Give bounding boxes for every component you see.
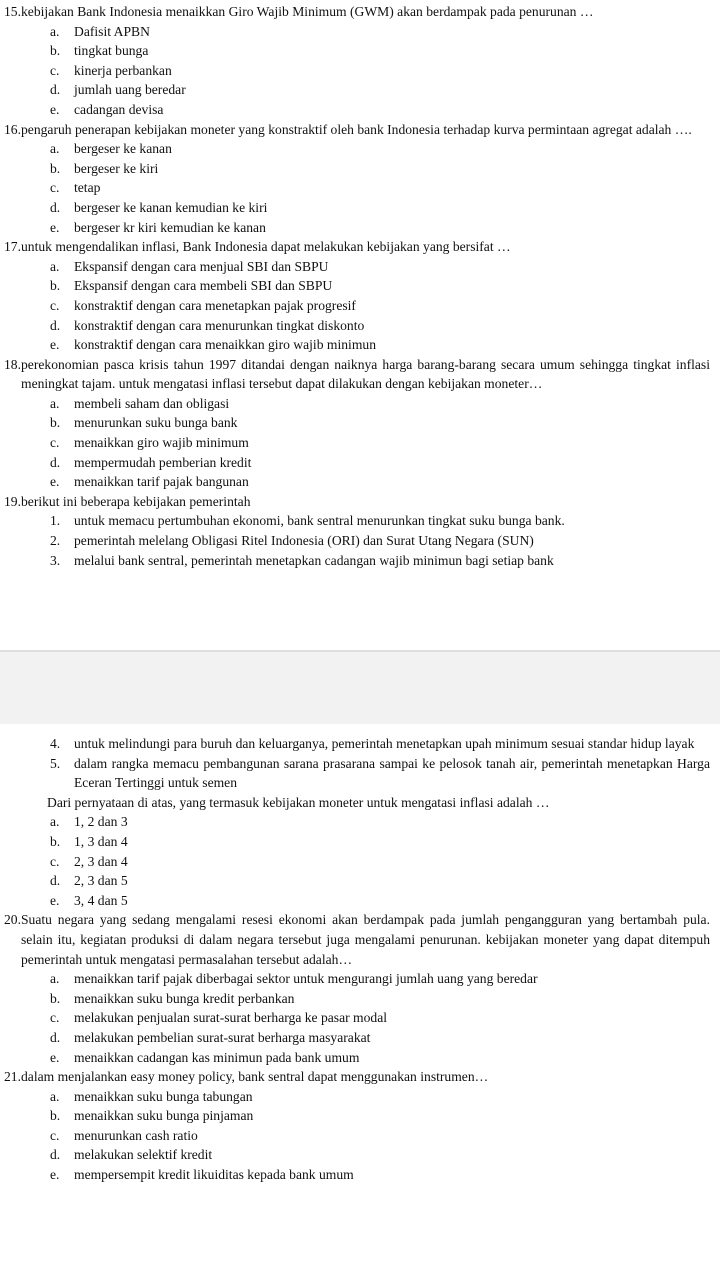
- statement-number: 2.: [50, 533, 61, 549]
- option-a: [0, 257, 720, 277]
- question-16: [0, 120, 720, 140]
- option-letter: d.: [50, 199, 61, 215]
- option-e: [0, 891, 720, 911]
- option-a: [0, 812, 720, 832]
- option-text: melakukan penjualan surat-surat berharga ke pasar modal: [74, 1010, 388, 1026]
- option-text: tetap: [74, 180, 101, 196]
- option-letter: e.: [50, 1049, 60, 1065]
- question-17: [0, 237, 720, 257]
- options-list: [0, 1087, 720, 1185]
- option-letter: c.: [50, 435, 60, 451]
- option-letter: e.: [50, 219, 60, 235]
- option-text: menurunkan cash ratio: [74, 1127, 198, 1143]
- option-letter: a.: [50, 814, 60, 830]
- option-letter: b.: [50, 833, 61, 849]
- question-text: pengaruh penerapan kebijakan moneter yang konstraktif oleh bank Indonesia terhadap kurva permintaan agregat adalah ….: [21, 121, 692, 137]
- option-e: [0, 218, 720, 238]
- option-text: menaikkan giro wajib minimum: [74, 435, 249, 451]
- question-19-followup: Dari pernyataan di atas, yang termasuk kebijakan moneter untuk mengatasi inflasi adalah …: [47, 794, 550, 810]
- page-bottom: [0, 734, 720, 1185]
- option-letter: d.: [50, 317, 61, 333]
- option-text: 2, 3 dan 5: [74, 873, 128, 889]
- option-e: [0, 1165, 720, 1185]
- statements-list: [0, 734, 720, 793]
- question-number: 16.: [4, 121, 21, 137]
- option-c: [0, 1126, 720, 1146]
- option-text: menaikkan suku bunga tabungan: [74, 1088, 253, 1104]
- option-letter: c.: [50, 62, 60, 78]
- option-letter: d.: [50, 873, 61, 889]
- option-text: kinerja perbankan: [74, 62, 172, 78]
- question-text: Suatu negara yang sedang mengalami resesi ekonomi akan berdampak pada jumlah pengangguran yang bertambah pula. selain itu, kegiatan produksi di dalam negara tersebut juga mengalami penurunan. kebijakan moneter yang dapat ditempuh pemerintah untuk mengatasi permasalahan tersebut adalah…: [21, 912, 710, 967]
- option-a: [0, 394, 720, 414]
- statement-text: dalam rangka memacu pembangunan sarana prasarana sampai ke pelosok tanah air, pemerintah menetapkan Harga Eceran Tertinggi untuk semen: [74, 755, 710, 791]
- question-15: [0, 2, 720, 22]
- statement-number: 5.: [50, 755, 61, 771]
- statement-2: [0, 531, 720, 551]
- question-number: 15.: [4, 4, 21, 19]
- option-c: [0, 1008, 720, 1028]
- question-number: 19.: [4, 493, 21, 509]
- option-letter: c.: [50, 1010, 60, 1026]
- option-letter: b.: [50, 1108, 61, 1124]
- option-text: membeli saham dan obligasi: [74, 395, 230, 411]
- option-e: [0, 472, 720, 492]
- option-letter: e.: [50, 892, 60, 908]
- option-text: 2, 3 dan 4: [74, 853, 128, 869]
- option-a: [0, 22, 720, 42]
- question-21: [0, 1067, 720, 1087]
- option-letter: b.: [50, 990, 61, 1006]
- question-number: 20.: [4, 912, 21, 928]
- option-text: 3, 4 dan 5: [74, 892, 128, 908]
- statement-1: [0, 511, 720, 531]
- option-text: 1, 3 dan 4: [74, 833, 128, 849]
- question-text: perekonomian pasca krisis tahun 1997 ditandai dengan naiknya harga barang-barang secara umum sehingga tingkat inflasi meningkat tajam. untuk mengatasi inflasi tersebut dapat dilakukan dengan kebijakan moneter…: [21, 356, 710, 392]
- option-text: melakukan pembelian surat-surat berharga masyarakat: [74, 1029, 371, 1045]
- question-20: [0, 910, 720, 969]
- option-letter: a.: [50, 1088, 60, 1104]
- option-letter: e.: [50, 1167, 60, 1183]
- option-letter: c.: [50, 297, 60, 313]
- option-b: [0, 413, 720, 433]
- statement-4: [0, 734, 720, 754]
- option-letter: b.: [50, 415, 61, 431]
- question-text: berikut ini beberapa kebijakan pemerintah: [21, 493, 251, 509]
- option-letter: a.: [50, 23, 60, 39]
- option-c: [0, 178, 720, 198]
- option-e: [0, 1048, 720, 1068]
- option-text: Ekspansif dengan cara membeli SBI dan SBPU: [74, 278, 333, 294]
- option-letter: d.: [50, 1147, 61, 1163]
- question-19: [0, 492, 720, 512]
- question-number: 18.: [4, 356, 21, 372]
- option-text: 1, 2 dan 3: [74, 814, 128, 830]
- option-letter: d.: [50, 82, 61, 98]
- option-c: [0, 61, 720, 81]
- option-b: [0, 989, 720, 1009]
- option-text: menurunkan suku bunga bank: [74, 415, 238, 431]
- option-text: mempermudah pemberian kredit: [74, 454, 252, 470]
- option-b: [0, 1106, 720, 1126]
- option-a: [0, 969, 720, 989]
- option-letter: c.: [50, 1127, 60, 1143]
- option-d: [0, 316, 720, 336]
- option-letter: b.: [50, 278, 61, 294]
- option-letter: b.: [50, 160, 61, 176]
- option-b: [0, 41, 720, 61]
- statement-text: untuk melindungi para buruh dan keluarganya, pemerintah menetapkan upah minimum sesuai standar hidup layak: [74, 736, 695, 751]
- option-a: [0, 139, 720, 159]
- option-d: [0, 453, 720, 473]
- question-18: [0, 355, 720, 394]
- option-letter: e.: [50, 474, 60, 490]
- option-text: melakukan selektif kredit: [74, 1147, 213, 1163]
- option-d: [0, 1028, 720, 1048]
- option-b: [0, 159, 720, 179]
- option-e: [0, 335, 720, 355]
- statements-list: [0, 511, 720, 570]
- option-b: [0, 832, 720, 852]
- statement-3: [0, 551, 720, 571]
- option-text: tingkat bunga: [74, 43, 149, 59]
- option-text: menaikkan tarif pajak bangunan: [74, 474, 249, 490]
- option-text: Ekspansif dengan cara menjual SBI dan SBPU: [74, 258, 329, 274]
- option-letter: a.: [50, 971, 60, 987]
- question-number: 17.: [4, 239, 21, 255]
- option-text: bergeser ke kanan kemudian ke kiri: [74, 199, 268, 215]
- option-text: bergeser ke kiri: [74, 160, 159, 176]
- option-text: konstraktif dengan cara menaikkan giro wajib minimun: [74, 337, 376, 353]
- option-c: [0, 296, 720, 316]
- option-text: mempersempit kredit likuiditas kepada bank umum: [74, 1167, 354, 1183]
- options-list: [0, 257, 720, 355]
- statement-number: 4.: [50, 736, 61, 751]
- option-e: [0, 100, 720, 120]
- options-list: [0, 812, 720, 910]
- option-text: Dafisit APBN: [74, 23, 150, 39]
- option-text: konstraktif dengan cara menetapkan pajak progresif: [74, 297, 356, 313]
- option-b: [0, 276, 720, 296]
- option-letter: e.: [50, 337, 60, 353]
- statement-number: 3.: [50, 552, 61, 568]
- option-text: cadangan devisa: [74, 101, 164, 117]
- options-list: [0, 969, 720, 1067]
- option-text: menaikkan suku bunga pinjaman: [74, 1108, 254, 1124]
- statement-text: pemerintah melelang Obligasi Ritel Indonesia (ORI) dan Surat Utang Negara (SUN): [74, 533, 534, 549]
- option-letter: a.: [50, 395, 60, 411]
- question-text: kebijakan Bank Indonesia menaikkan Giro Wajib Minimum (GWM) akan berdampak pada penurunan …: [21, 4, 594, 19]
- option-text: jumlah uang beredar: [74, 82, 186, 98]
- option-text: bergeser kr kiri kemudian ke kanan: [74, 219, 266, 235]
- option-c: [0, 852, 720, 872]
- statement-5: [0, 754, 720, 793]
- option-text: bergeser ke kanan: [74, 141, 172, 157]
- option-letter: a.: [50, 141, 60, 157]
- options-list: [0, 139, 720, 237]
- option-letter: a.: [50, 258, 60, 274]
- option-d: [0, 80, 720, 100]
- question-text: dalam menjalankan easy money policy, bank sentral dapat menggunakan instrumen…: [21, 1069, 489, 1085]
- option-letter: d.: [50, 1029, 61, 1045]
- options-list: [0, 394, 720, 492]
- option-letter: b.: [50, 43, 61, 59]
- option-d: [0, 871, 720, 891]
- page-top: [0, 0, 720, 570]
- option-text: menaikkan tarif pajak diberbagai sektor untuk mengurangi jumlah uang yang beredar: [74, 971, 538, 987]
- option-letter: e.: [50, 101, 60, 117]
- option-letter: c.: [50, 853, 60, 869]
- option-text: menaikkan suku bunga kredit perbankan: [74, 990, 295, 1006]
- page-break-divider: [0, 650, 720, 724]
- statement-text: untuk memacu pertumbuhan ekonomi, bank sentral menurunkan tingkat suku bunga bank.: [74, 513, 565, 529]
- option-c: [0, 433, 720, 453]
- option-letter: d.: [50, 454, 61, 470]
- option-letter: c.: [50, 180, 60, 196]
- option-d: [0, 1145, 720, 1165]
- question-text: untuk mengendalikan inflasi, Bank Indonesia dapat melakukan kebijakan yang bersifat …: [21, 239, 511, 255]
- statement-text: melalui bank sentral, pemerintah menetapkan cadangan wajib minimun bagi setiap bank: [74, 552, 554, 568]
- statement-number: 1.: [50, 513, 61, 529]
- option-text: menaikkan cadangan kas minimun pada bank umum: [74, 1049, 360, 1065]
- options-list: [0, 22, 720, 120]
- question-number: 21.: [4, 1069, 21, 1085]
- option-text: konstraktif dengan cara menurunkan tingkat diskonto: [74, 317, 365, 333]
- option-a: [0, 1087, 720, 1107]
- option-d: [0, 198, 720, 218]
